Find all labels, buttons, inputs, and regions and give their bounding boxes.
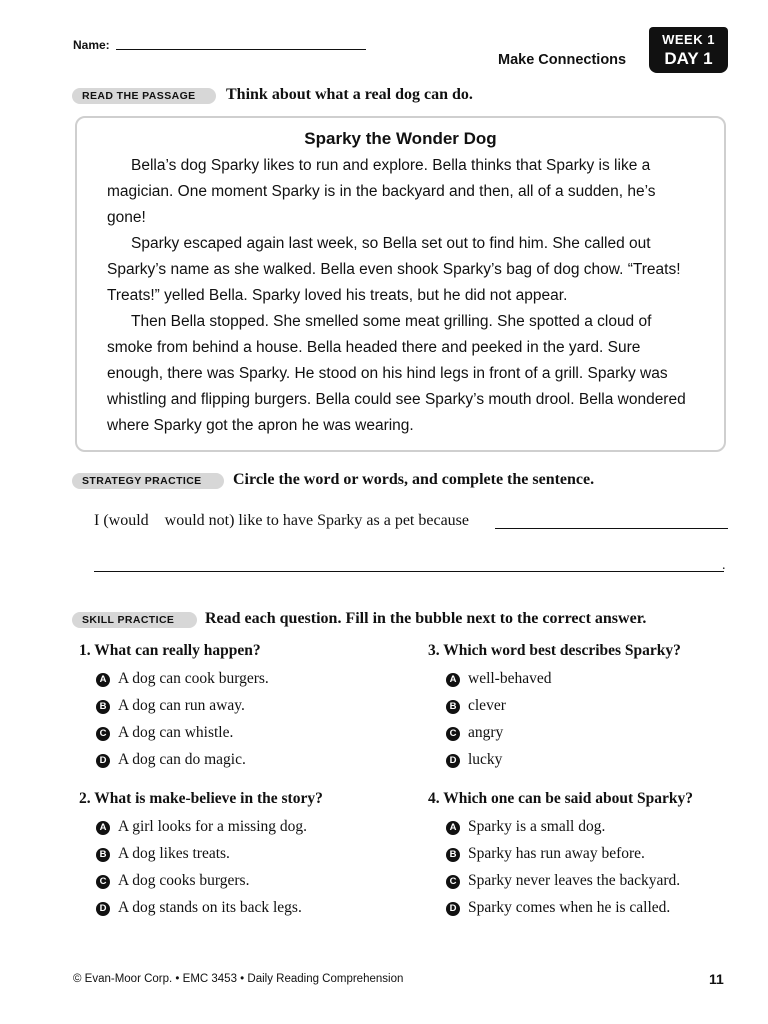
- strategy-instruction: Circle the word or words, and complete the sentence.: [233, 471, 595, 488]
- option-text: A dog can do magic.: [118, 751, 246, 768]
- answer-bubble[interactable]: C: [96, 875, 110, 889]
- answer-bubble[interactable]: C: [96, 727, 110, 741]
- option-text: Sparky comes when he is called.: [468, 899, 671, 916]
- answer-line[interactable]: [495, 528, 728, 529]
- passage-text: [107, 153, 687, 439]
- week-label: WEEK 1: [662, 32, 715, 47]
- option-3b[interactable]: [446, 697, 506, 715]
- option-text: well-behaved: [468, 670, 552, 687]
- passage-paragraph: Sparky escaped again last week, so Bella set out to find him. She called out Sparky’s name as she walked. Bella even shook Sparky’s bag of dog chow. “Treats! Treats!” yelled Bella. Sparky loved his treats, but he did not appear.: [107, 235, 681, 304]
- footer-copyright: © Evan-Moor Corp. • EMC 3453 • Daily Reading Comprehension: [73, 973, 404, 985]
- choice-would[interactable]: I (would: [94, 512, 149, 529]
- name-label: Name:: [73, 38, 110, 52]
- option-text: Sparky is a small dog.: [468, 818, 606, 835]
- week-day-badge: [649, 27, 728, 73]
- option-4a[interactable]: [446, 818, 605, 836]
- question-3: 3. Which word best describes Sparky?: [428, 642, 681, 659]
- strategy-practice-label: STRATEGY PRACTICE: [72, 473, 224, 489]
- day-label: DAY 1: [664, 49, 713, 68]
- option-text: clever: [468, 697, 506, 714]
- option-3a[interactable]: [446, 670, 552, 688]
- answer-bubble[interactable]: D: [446, 902, 460, 916]
- skill-instruction: Read each question. Fill in the bubble next to the correct answer.: [205, 610, 647, 627]
- option-4b[interactable]: [446, 845, 645, 863]
- choice-would-not[interactable]: would not) like to have Sparky as a pet because: [164, 512, 470, 529]
- answer-bubble[interactable]: A: [446, 821, 460, 835]
- option-1b[interactable]: [96, 697, 245, 715]
- option-text: angry: [468, 724, 504, 741]
- option-text: A girl looks for a missing dog.: [118, 818, 308, 835]
- option-text: A dog likes treats.: [118, 845, 230, 862]
- option-text: Sparky never leaves the backyard.: [468, 872, 681, 889]
- answer-bubble[interactable]: B: [96, 700, 110, 714]
- answer-bubble[interactable]: D: [96, 754, 110, 768]
- option-text: lucky: [468, 751, 503, 768]
- option-2a[interactable]: [96, 818, 307, 836]
- answer-bubble[interactable]: D: [446, 754, 460, 768]
- option-text: Sparky has run away before.: [468, 845, 645, 862]
- answer-bubble[interactable]: C: [446, 727, 460, 741]
- option-1a[interactable]: [96, 670, 269, 688]
- skill-practice-label: SKILL PRACTICE: [72, 612, 197, 628]
- read-passage-instruction: Think about what a real dog can do.: [226, 86, 473, 103]
- passage-title: Sparky the Wonder Dog: [304, 129, 497, 148]
- option-2d[interactable]: [96, 899, 302, 917]
- passage-paragraph: Bella’s dog Sparky likes to run and explore. Bella thinks that Sparky is like a magician. One moment Sparky is in the backyard and then, all of a sudden, he’s gone!: [107, 157, 656, 226]
- answer-bubble[interactable]: C: [446, 875, 460, 889]
- option-text: A dog can run away.: [118, 697, 245, 714]
- option-2b[interactable]: [96, 845, 230, 863]
- option-2c[interactable]: [96, 872, 249, 890]
- page-subtitle: Make Connections: [498, 52, 627, 68]
- strategy-sentence: [94, 512, 469, 530]
- answer-bubble[interactable]: A: [96, 673, 110, 687]
- option-text: A dog stands on its back legs.: [118, 899, 302, 916]
- option-text: A dog can cook burgers.: [118, 670, 269, 687]
- option-4d[interactable]: [446, 899, 670, 917]
- option-text: A dog cooks burgers.: [118, 872, 250, 889]
- option-1c[interactable]: [96, 724, 233, 742]
- answer-bubble[interactable]: A: [96, 821, 110, 835]
- answer-bubble[interactable]: D: [96, 902, 110, 916]
- option-3d[interactable]: [446, 751, 502, 769]
- question-1: 1. What can really happen?: [79, 642, 261, 659]
- answer-bubble[interactable]: B: [446, 700, 460, 714]
- answer-bubble[interactable]: B: [96, 848, 110, 862]
- read-passage-label: READ THE PASSAGE: [72, 88, 216, 104]
- question-4: 4. Which one can be said about Sparky?: [428, 790, 693, 807]
- answer-line[interactable]: [94, 571, 724, 572]
- answer-bubble[interactable]: A: [446, 673, 460, 687]
- option-4c[interactable]: [446, 872, 680, 890]
- question-2: 2. What is make-believe in the story?: [79, 790, 323, 807]
- option-text: A dog can whistle.: [118, 724, 234, 741]
- name-field-line[interactable]: [116, 49, 366, 50]
- answer-bubble[interactable]: B: [446, 848, 460, 862]
- sentence-period: .: [722, 558, 726, 573]
- page-number: 11: [709, 971, 724, 987]
- passage-paragraph: Then Bella stopped. She smelled some meat grilling. She spotted a cloud of smoke from behind a house. Bella headed there and peeked in the yard. Sure enough, there was Sparky. He stood on his hind legs in front of a grill. Sparky was whistling and flipping burgers. Bella could see Sparky’s mouth drool. Bella wondered where Sparky got the apron he was wearing.: [107, 313, 686, 434]
- option-1d[interactable]: [96, 751, 246, 769]
- option-3c[interactable]: [446, 724, 503, 742]
